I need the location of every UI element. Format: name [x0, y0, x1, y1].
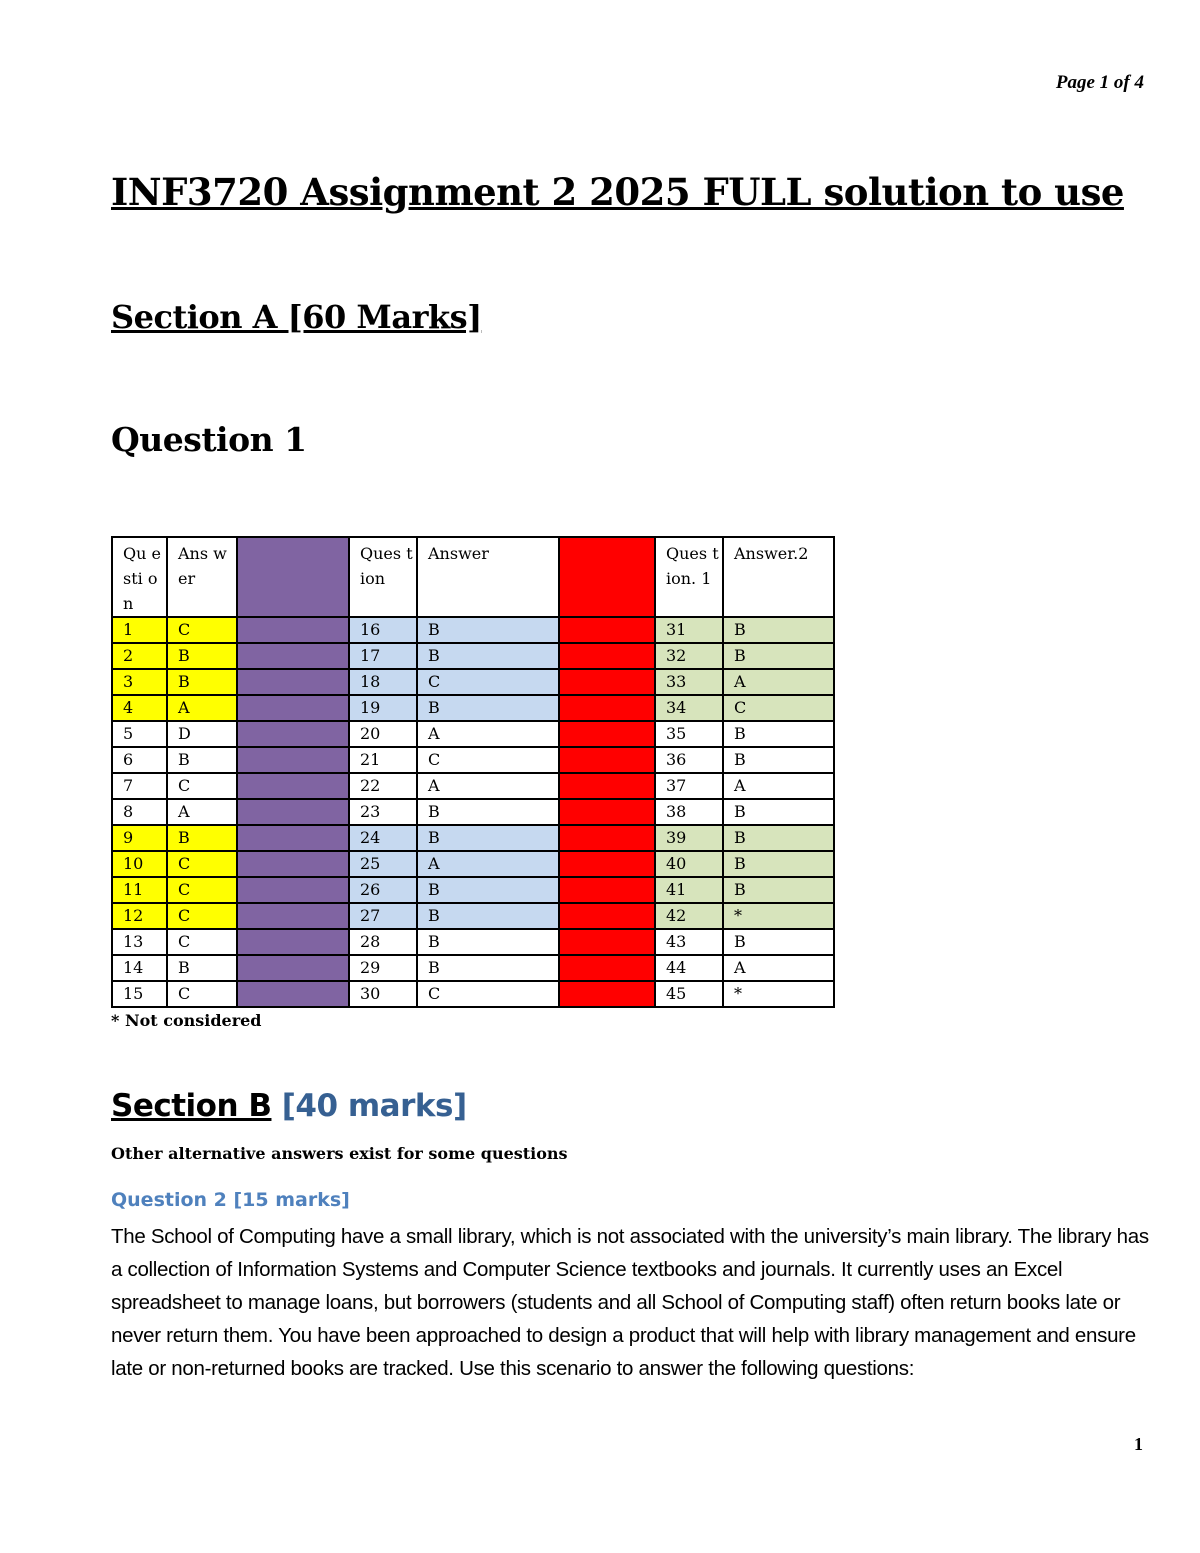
question-number-cell: 6: [112, 747, 167, 773]
question-number-cell: 39: [655, 825, 723, 851]
answer-cell: B: [167, 669, 237, 695]
question-number-cell: 8: [112, 799, 167, 825]
table-row: [112, 903, 834, 929]
question-number-cell: 5: [112, 721, 167, 747]
answer-cell: B: [723, 851, 834, 877]
answer-cell: B: [417, 955, 559, 981]
answer-cell: C: [167, 981, 237, 1007]
question-number-cell: 32: [655, 643, 723, 669]
answer-table: [111, 536, 835, 1008]
question-2-heading: Question 2 [15 marks]: [111, 1189, 350, 1211]
question-number-cell: 7: [112, 773, 167, 799]
red-divider-cell: [559, 537, 655, 617]
question-number-cell: 12: [112, 903, 167, 929]
answer-cell: D: [167, 721, 237, 747]
scenario-paragraph: The School of Computing have a small library, which is not associated with the university’s main library. The library has a collection of Information Systems and Computer Science textbooks and journals. It currently uses an Excel spreadsheet to manage loans, but borrowers (students and all School of Computing staff) often return books late or never return them. You have been approached to design a product that will help with library management and ensure late or non-returned books are tracked. Use this scenario to answer the following questions:: [111, 1225, 1149, 1380]
question-number-cell: 20: [349, 721, 417, 747]
red-divider-cell: [559, 643, 655, 669]
answer-cell: B: [167, 643, 237, 669]
red-divider-cell: [559, 747, 655, 773]
answer-cell: B: [723, 825, 834, 851]
purple-divider-cell: [237, 877, 349, 903]
red-divider-cell: [559, 721, 655, 747]
table-row: [112, 695, 834, 721]
question-number-cell: 16: [349, 617, 417, 643]
question-number-cell: 37: [655, 773, 723, 799]
section-a-heading: Section A [60 Marks]: [111, 298, 482, 336]
question-number-cell: 31: [655, 617, 723, 643]
header-cell: Ans wer: [167, 537, 237, 617]
purple-divider-cell: [237, 695, 349, 721]
answer-cell: C: [167, 773, 237, 799]
question-number-cell: 19: [349, 695, 417, 721]
page-header-label: Page 1 of 4: [1055, 72, 1144, 93]
red-divider-cell: [559, 669, 655, 695]
question-number-cell: 30: [349, 981, 417, 1007]
red-divider-cell: [559, 617, 655, 643]
table-row: [112, 929, 834, 955]
alternatives-note: Other alternative answers exist for some questions: [111, 1144, 568, 1163]
question-number-cell: 13: [112, 929, 167, 955]
document-title: INF3720 Assignment 2 2025 FULL solution to use: [111, 170, 1124, 214]
answer-cell: A: [167, 799, 237, 825]
question-number-cell: 15: [112, 981, 167, 1007]
answer-cell: B: [723, 721, 834, 747]
table-row: [112, 721, 834, 747]
answer-cell: *: [723, 903, 834, 929]
answer-cell: B: [417, 643, 559, 669]
table-header-row: [112, 537, 834, 617]
purple-divider-cell: [237, 903, 349, 929]
purple-divider-cell: [237, 799, 349, 825]
answer-cell: B: [167, 825, 237, 851]
purple-divider-cell: [237, 669, 349, 695]
question-number-cell: 25: [349, 851, 417, 877]
purple-divider-cell: [237, 721, 349, 747]
question-number-cell: 34: [655, 695, 723, 721]
question-number-cell: 42: [655, 903, 723, 929]
question-number-cell: 14: [112, 955, 167, 981]
answer-cell: C: [417, 669, 559, 695]
answer-cell: A: [167, 695, 237, 721]
table-row: [112, 773, 834, 799]
answer-cell: B: [723, 617, 834, 643]
answer-cell: B: [417, 929, 559, 955]
question-number-cell: 43: [655, 929, 723, 955]
red-divider-cell: [559, 799, 655, 825]
red-divider-cell: [559, 929, 655, 955]
question-number-cell: 21: [349, 747, 417, 773]
red-divider-cell: [559, 903, 655, 929]
table-row: [112, 617, 834, 643]
answer-cell: B: [723, 929, 834, 955]
answer-cell: C: [167, 877, 237, 903]
question-number-cell: 35: [655, 721, 723, 747]
red-divider-cell: [559, 877, 655, 903]
section-b-title: Section B: [111, 1088, 272, 1124]
question-1-heading: Question 1: [111, 420, 307, 459]
answer-cell: A: [417, 851, 559, 877]
question-number-cell: 10: [112, 851, 167, 877]
question-number-cell: 44: [655, 955, 723, 981]
answer-cell: C: [167, 929, 237, 955]
red-divider-cell: [559, 981, 655, 1007]
section-b-heading: [111, 1088, 467, 1124]
table-row: [112, 799, 834, 825]
header-cell: Ques tion. 1: [655, 537, 723, 617]
red-divider-cell: [559, 825, 655, 851]
table-row: [112, 877, 834, 903]
table-row: [112, 981, 834, 1007]
section-b-marks: [40 marks]: [281, 1088, 467, 1124]
question-number-cell: 11: [112, 877, 167, 903]
table-row: [112, 825, 834, 851]
answer-cell: A: [723, 773, 834, 799]
question-number-cell: 27: [349, 903, 417, 929]
question-number-cell: 22: [349, 773, 417, 799]
red-divider-cell: [559, 955, 655, 981]
answer-cell: *: [723, 981, 834, 1007]
table-row: [112, 669, 834, 695]
question-number-cell: 3: [112, 669, 167, 695]
red-divider-cell: [559, 773, 655, 799]
table-row: [112, 747, 834, 773]
question-number-cell: 17: [349, 643, 417, 669]
header-cell: Answer: [417, 537, 559, 617]
question-number-cell: 29: [349, 955, 417, 981]
question-number-cell: 18: [349, 669, 417, 695]
question-number-cell: 45: [655, 981, 723, 1007]
table-row: [112, 643, 834, 669]
header-cell: Answer.2: [723, 537, 834, 617]
answer-cell: A: [417, 721, 559, 747]
purple-divider-cell: [237, 643, 349, 669]
answer-cell: B: [417, 877, 559, 903]
answer-cell: C: [167, 851, 237, 877]
not-considered-note: * Not considered: [111, 1011, 262, 1030]
answer-cell: B: [167, 747, 237, 773]
question-number-cell: 26: [349, 877, 417, 903]
purple-divider-cell: [237, 981, 349, 1007]
answer-cell: B: [417, 617, 559, 643]
answer-cell: B: [723, 747, 834, 773]
purple-divider-cell: [237, 773, 349, 799]
table-row: [112, 955, 834, 981]
question-number-cell: 36: [655, 747, 723, 773]
question-number-cell: 4: [112, 695, 167, 721]
header-cell: Ques tion: [349, 537, 417, 617]
purple-divider-cell: [237, 825, 349, 851]
answer-cell: B: [167, 955, 237, 981]
question-number-cell: 28: [349, 929, 417, 955]
purple-divider-cell: [237, 929, 349, 955]
red-divider-cell: [559, 851, 655, 877]
answer-cell: B: [417, 695, 559, 721]
question-number-cell: 24: [349, 825, 417, 851]
question-number-cell: 38: [655, 799, 723, 825]
answer-cell: A: [417, 773, 559, 799]
purple-divider-cell: [237, 955, 349, 981]
answer-cell: A: [723, 669, 834, 695]
answer-cell: B: [417, 903, 559, 929]
question-number-cell: 1: [112, 617, 167, 643]
table-row: [112, 851, 834, 877]
answer-cell: C: [167, 617, 237, 643]
purple-divider-cell: [237, 537, 349, 617]
question-number-cell: 23: [349, 799, 417, 825]
header-cell: Qu esti on: [112, 537, 167, 617]
answer-cell: C: [723, 695, 834, 721]
purple-divider-cell: [237, 747, 349, 773]
answer-cell: B: [723, 799, 834, 825]
answer-cell: C: [417, 747, 559, 773]
answer-cell: B: [417, 799, 559, 825]
purple-divider-cell: [237, 617, 349, 643]
question-number-cell: 9: [112, 825, 167, 851]
answer-cell: C: [167, 903, 237, 929]
answer-cell: B: [723, 877, 834, 903]
red-divider-cell: [559, 695, 655, 721]
question-number-cell: 41: [655, 877, 723, 903]
purple-divider-cell: [237, 851, 349, 877]
answer-cell: B: [723, 643, 834, 669]
answer-cell: A: [723, 955, 834, 981]
question-number-cell: 33: [655, 669, 723, 695]
page-number: 1: [1134, 1434, 1143, 1454]
question-number-cell: 40: [655, 851, 723, 877]
answer-cell: B: [417, 825, 559, 851]
question-number-cell: 2: [112, 643, 167, 669]
answer-cell: C: [417, 981, 559, 1007]
